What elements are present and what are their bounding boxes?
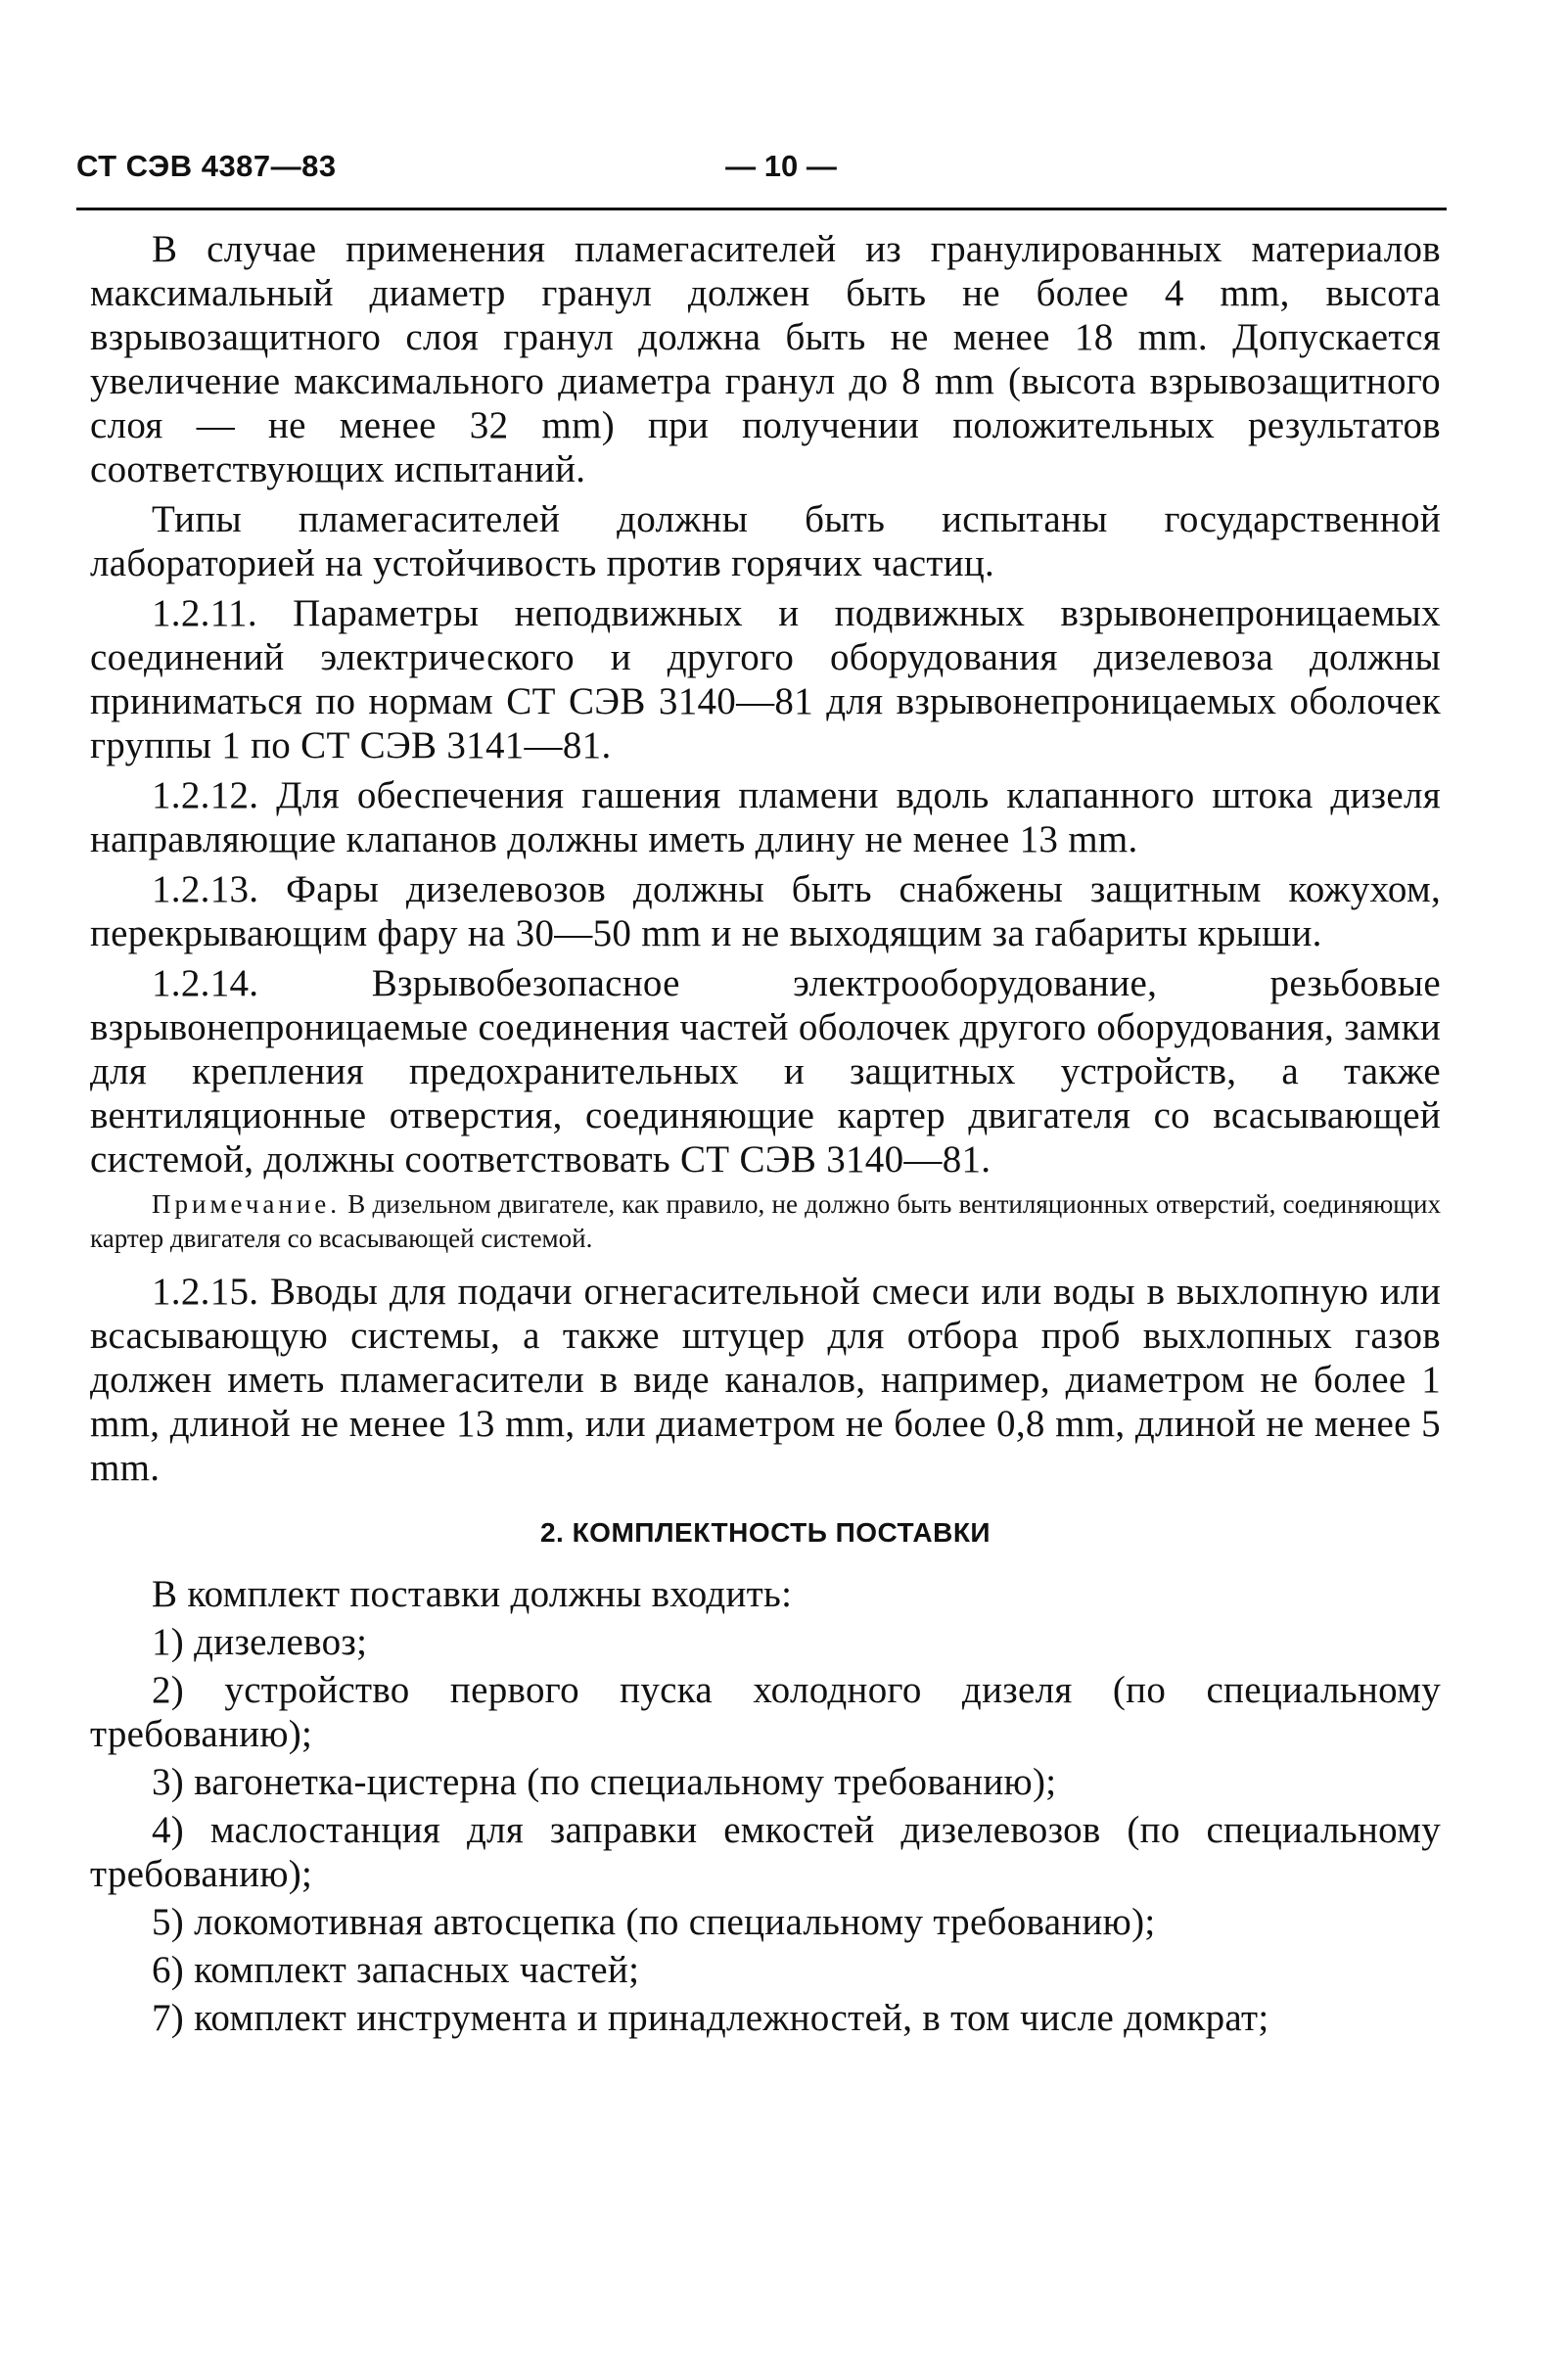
header-rule — [76, 208, 1447, 210]
section-title: 2. КОМПЛЕКТНОСТЬ ПОСТАВКИ — [539, 1517, 992, 1548]
list-item: 4) маслостанция для заправки емкостей дизелевозов (по специальному требованию); — [90, 1809, 1441, 1895]
paragraph-1-2-15: 1.2.15. Вводы для подачи огнегасительной смеси или воды в выхлопную или всасывающую системы, а также штуцер для отбора проб выхлопных газов должен иметь пламегасители в виде каналов, например, диаметром не более 1 mm, длиной не менее 13 mm, или диаметром не более 0,8 mm, длиной не менее 5 mm. — [90, 1271, 1441, 1489]
list-item: 1) дизелевоз; — [152, 1621, 368, 1663]
list-item: 3) вагонетка-цистерна (по специальному требованию); — [152, 1761, 1057, 1803]
paragraph-1-2-13: 1.2.13. Фары дизелевозов должны быть снабжены защитным кожухом, перекрывающим фару на 30—50 mm и не выходящим за габариты крыши. — [90, 868, 1441, 954]
list-item: 5) локомотивная автосцепка (по специальному требованию); — [152, 1901, 1156, 1943]
paragraph-flame-arrester-types: Типы пламегасителей должны быть испытаны государственной лабораторией на устойчивость против горячих частиц. — [90, 498, 1441, 584]
note-label: Примечание. — [152, 1189, 342, 1219]
note — [90, 1187, 1441, 1256]
list-item: 2) устройство первого пуска холодного дизеля (по специальному требованию); — [90, 1669, 1441, 1755]
page-header — [76, 149, 1447, 188]
list-item: 6) комплект запасных частей; — [152, 1949, 640, 1991]
note-text: В дизельном двигателе, как правило, не должно быть вентиляционных отверстий, соединяющих картер двигателя со всасывающей системой. — [90, 1189, 1441, 1253]
section-intro: В комплект поставки должны входить: — [152, 1573, 793, 1615]
document-body — [90, 227, 1441, 2044]
page-number: — 10 — — [725, 149, 837, 183]
standard-id: СТ СЭВ 4387—83 — [76, 149, 337, 183]
paragraph-1-2-14: 1.2.14. Взрывобезопасное электрооборудование, резьбовые взрывонепроницаемые соединения частей оболочек другого оборудования, замки для крепления предохранительных и защитных устройств, а также вентиляционные отверстия, соединяющие картер двигателя со всасывающей системой, должны соответствовать СТ СЭВ 3140—81. — [90, 962, 1441, 1181]
paragraph-1-2-11: 1.2.11. Параметры неподвижных и подвижных взрывонепроницаемых соединений электрического и другого оборудования дизелевоза должны приниматься по нормам СТ СЭВ 3140—81 для взрывонепроницаемых оболочек группы 1 по СТ СЭВ 3141—81. — [90, 592, 1441, 766]
paragraph-granules: В случае применения пламегасителей из гранулированных материалов максимальный диаметр гранул должен быть не более 4 mm, высота взрывозащитного слоя гранул должна быть не менее 18 mm. Допускается увеличение максимального диаметра гранул до 8 mm (высота взрывозащитного слоя — не менее 32 mm) при получении положительных результатов соответствующих испытаний. — [90, 228, 1441, 490]
list-item: 7) комплект инструмента и принадлежностей, в том числе домкрат; — [152, 1997, 1269, 2039]
paragraph-1-2-12: 1.2.12. Для обеспечения гашения пламени вдоль клапанного штока дизеля направляющие клапанов должны иметь длину не менее 13 mm. — [90, 774, 1441, 860]
